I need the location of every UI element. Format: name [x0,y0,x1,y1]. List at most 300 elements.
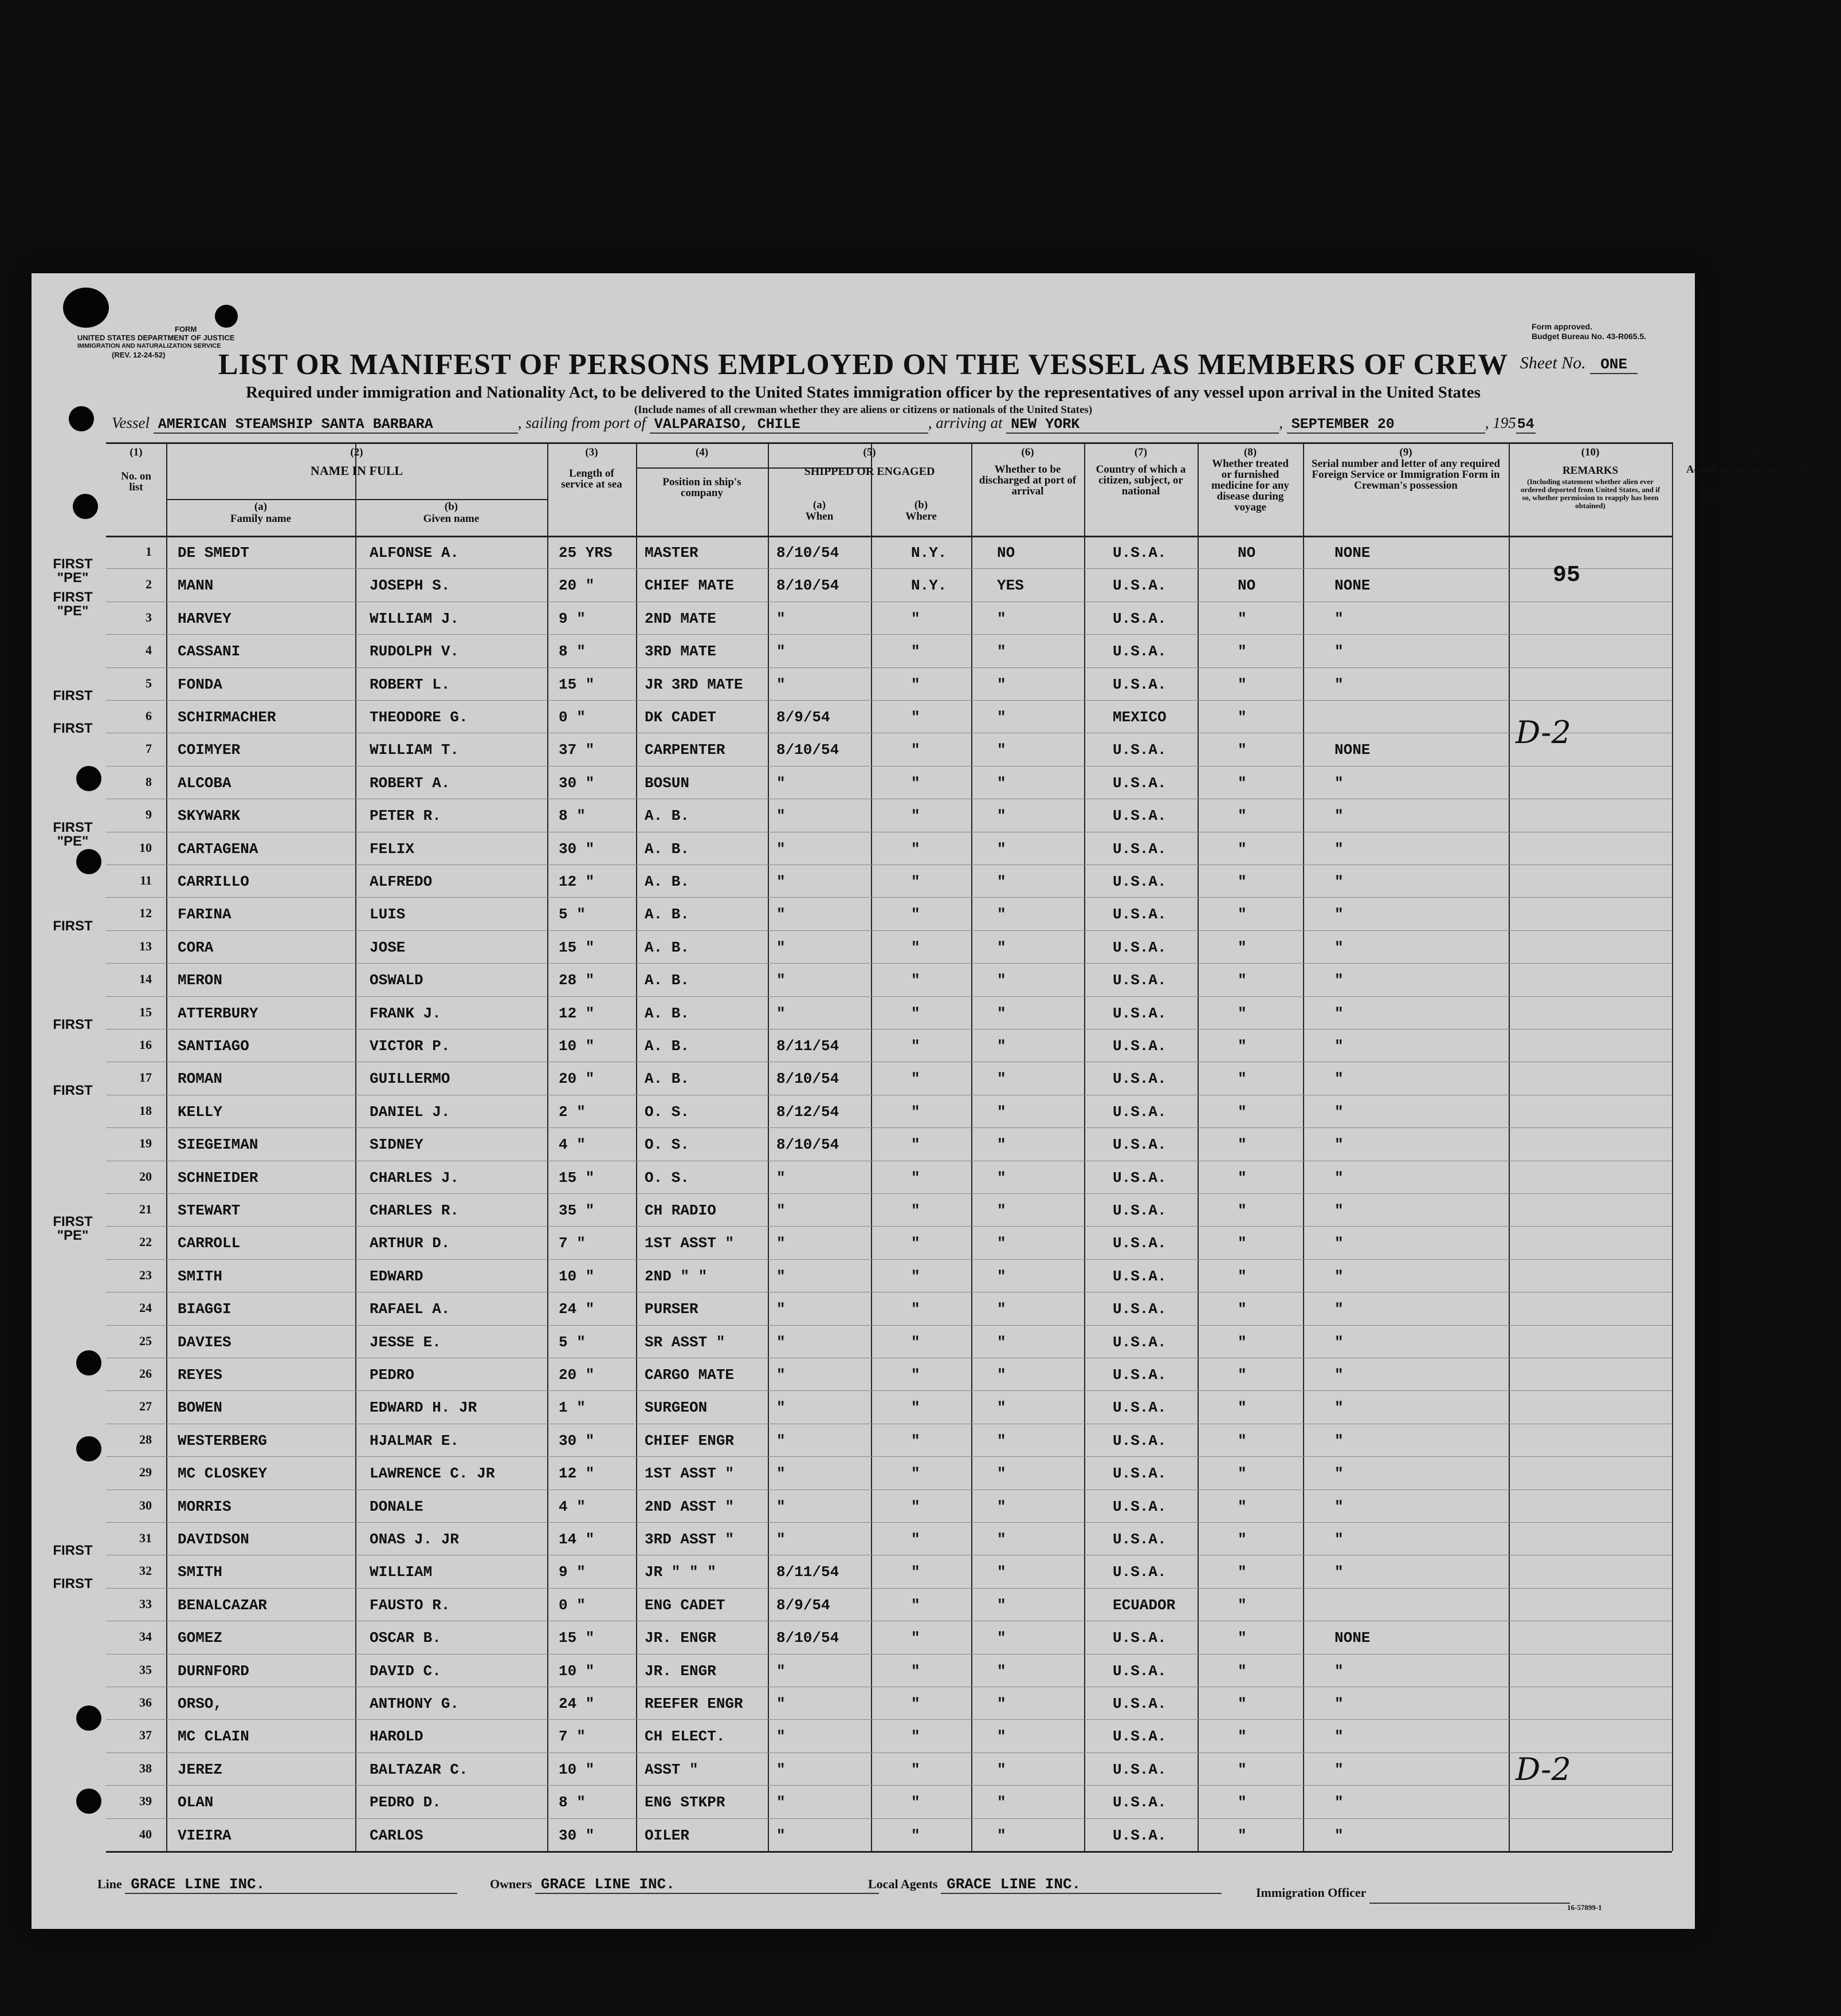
cell-when: 8/10/54 [776,741,839,759]
punch-hole [215,305,238,328]
row-rule [106,700,1672,701]
cell-family: CARRILLO [178,873,249,890]
cell-serial: " [1334,972,1344,989]
cell-given: OSCAR B. [370,1629,441,1647]
row-number: 17 [139,1070,152,1085]
table-rule [166,499,547,500]
cell-discharged: " [997,1267,1006,1285]
cell-position: CARPENTER [645,741,725,759]
cell-family: ALCOBA [178,774,231,792]
cell-where: N.Y. [911,577,947,595]
footer-line [97,1876,457,1894]
cell-country: U.S.A. [1113,1169,1167,1186]
cell-given: LUIS [370,906,406,923]
cell-country: U.S.A. [1113,577,1167,595]
cell-given: HJALMAR E. [370,1432,460,1449]
cell-treated: " [1238,807,1247,825]
cell-discharged: " [997,972,1006,989]
cell-position: REEFER ENGR [645,1695,743,1712]
col1-number: (1) [129,446,143,458]
cell-family: WESTERBERG [178,1432,268,1449]
owners-label: Owners [490,1877,532,1891]
manifest-sheet [32,273,1827,1929]
cell-family: KELLY [178,1103,223,1121]
cell-discharged: " [997,1498,1006,1515]
cell-family: BENALCAZAR [178,1596,268,1614]
punch-hole [63,288,109,328]
cell-when: " [776,1169,786,1186]
cell-given: DONALE [370,1498,423,1515]
table-rule [106,442,1672,444]
row-rule [106,1456,1672,1457]
cell-where: " [911,643,920,661]
cell-country: U.S.A. [1113,1465,1167,1483]
cell-serial: " [1334,1794,1344,1811]
cell-service: 2 " [559,1103,586,1121]
row-number: 3 [146,610,152,624]
cell-position: JR. ENGR [645,1629,716,1647]
cell-discharged: " [997,1728,1006,1746]
row-number: 5 [146,675,152,690]
cell-service: 9 " [559,610,586,627]
cell-serial: " [1334,1695,1344,1712]
cell-given: PETER R. [370,807,441,825]
cell-treated: " [1238,1498,1247,1515]
row-rule [106,1522,1672,1523]
row-rule [106,1752,1672,1753]
col4-header: Position in ship's company [662,476,741,499]
cell-family: CORA [178,938,214,956]
table-rule [547,442,548,1851]
cell-country: U.S.A. [1113,1498,1167,1515]
table-rule [871,442,872,1851]
row-number: 38 [139,1760,152,1775]
cell-where: " [911,906,920,923]
cell-treated: " [1238,1465,1247,1483]
cell-where: " [911,1629,920,1647]
cell-serial: " [1334,1333,1344,1351]
cell-treated: NO [1238,544,1256,561]
col8-number: (8) [1243,446,1257,458]
cell-position: 3RD ASST " [645,1531,735,1548]
cell-discharged: " [997,709,1006,726]
cell-service: 35 " [559,1202,595,1219]
cell-given: PEDRO [370,1366,415,1384]
cell-given: ARTHUR D. [370,1235,450,1252]
cell-country: U.S.A. [1113,1235,1167,1252]
cell-position: MASTER [645,544,698,561]
cell-when: " [776,938,786,956]
cell-when: " [776,1794,786,1811]
page-title: LIST OR MANIFEST OF PERSONS EMPLOYED ON THE VESSEL AS MEMBERS OF CREW [218,348,1509,381]
cell-where: " [911,1070,920,1088]
cell-country: U.S.A. [1113,1103,1167,1121]
row-number: 20 [139,1169,152,1184]
table-rule [166,442,167,1851]
col5b-label: (b) [914,499,928,511]
cell-discharged: " [997,1629,1006,1647]
cell-family: HARVEY [178,610,231,627]
cell-service: 10 " [559,1760,595,1778]
cell-given: WILLIAM [370,1563,433,1581]
cell-country: U.S.A. [1113,1432,1167,1449]
cell-given: THEODORE G. [370,709,468,726]
cell-when: " [776,1826,786,1844]
cell-treated: " [1238,1662,1247,1680]
cell-where: " [911,1202,920,1219]
cell-service: 15 " [559,938,595,956]
table-rule [971,442,972,1851]
margin-note: FIRST [53,1575,93,1591]
cell-when: " [776,1498,786,1515]
cell-service: 10 " [559,1662,595,1680]
cell-country: U.S.A. [1113,544,1167,561]
row-number: 16 [139,1038,152,1052]
cell-family: OLAN [178,1794,214,1811]
cell-family: CASSANI [178,643,241,661]
punch-hole [76,766,101,791]
col2a-header: Family name [230,513,292,525]
cell-discharged: NO [997,544,1015,561]
cell-country: U.S.A. [1113,741,1167,759]
cell-family: COIMYER [178,741,241,759]
cell-discharged: " [997,1563,1006,1581]
row-rule [106,930,1672,931]
punch-hole [76,1789,101,1814]
cell-service: 7 " [559,1235,586,1252]
cell-when: 8/9/54 [776,709,830,726]
cell-where: " [911,1103,920,1121]
cell-position: JR. ENGR [645,1662,716,1680]
cell-serial: " [1334,1760,1344,1778]
cell-service: 8 " [559,807,586,825]
cell-serial: " [1334,1202,1344,1219]
cell-where: " [911,1432,920,1449]
cell-given: WILLIAM J. [370,610,460,627]
cell-country: U.S.A. [1113,807,1167,825]
cell-given: ONAS J. JR [370,1531,460,1548]
cell-discharged: " [997,741,1006,759]
cell-treated: " [1238,1826,1247,1844]
margin-note: FIRST "PE" [53,1214,93,1244]
cell-discharged: " [997,873,1006,890]
row-number: 2 [146,577,152,592]
cell-service: 4 " [559,1498,586,1515]
cell-service: 37 " [559,741,595,759]
cell-serial: " [1334,774,1344,792]
cell-discharged: " [997,1760,1006,1778]
row-number: 23 [139,1267,152,1282]
cell-country: U.S.A. [1113,840,1167,858]
cell-family: MANN [178,577,214,595]
cell-position: 1ST ASST " [645,1465,735,1483]
cell-discharged: " [997,643,1006,661]
cell-treated: " [1238,1267,1247,1285]
approval-line: Budget Bureau No. 43-R065.5. [1532,332,1646,341]
cell-discharged: YES [997,577,1024,595]
cell-when: " [776,1662,786,1680]
cell-service: 20 " [559,1070,595,1088]
cell-when: " [776,643,786,661]
cell-when: " [776,972,786,989]
cell-when: " [776,873,786,890]
cell-given: WILLIAM T. [370,741,460,759]
col2b-label: (b) [444,501,458,513]
sheet-number-value: ONE [1590,356,1638,374]
cell-when: 8/10/54 [776,544,839,561]
row-rule [106,1588,1672,1589]
cell-where: " [911,1498,920,1515]
cell-discharged: " [997,1366,1006,1384]
punch-hole [73,494,98,519]
cell-serial: " [1334,1235,1344,1252]
cell-treated: " [1238,1169,1247,1186]
table-rule [106,1851,1672,1853]
cell-serial: " [1334,1662,1344,1680]
cell-when: " [776,906,786,923]
cell-where: " [911,1531,920,1548]
cell-country: U.S.A. [1113,1300,1167,1318]
cell-discharged: " [997,774,1006,792]
cell-when: " [776,1202,786,1219]
cell-service: 24 " [559,1695,595,1712]
table-rule [1672,442,1673,1851]
cell-discharged: " [997,1235,1006,1252]
cell-country: U.S.A. [1113,1399,1167,1417]
row-number: 33 [139,1596,152,1611]
vessel-name: AMERICAN STEAMSHIP SANTA BARBARA [154,416,518,434]
cell-given: HAROLD [370,1728,423,1746]
cell-country: U.S.A. [1113,1004,1167,1022]
cell-country: MEXICO [1113,709,1167,726]
cell-treated: " [1238,1531,1247,1548]
cell-position: 2ND MATE [645,610,716,627]
cell-position: ASST " [645,1760,698,1778]
cell-service: 9 " [559,1563,586,1581]
table-rule [636,442,637,1851]
cell-treated: " [1238,709,1247,726]
cell-treated: " [1238,1004,1247,1022]
cell-service: 12 " [559,873,595,890]
cell-service: 10 " [559,1038,595,1055]
handwritten-mark-row33: D-2 [1516,1751,1571,1787]
col8-header: Whether treated or furnished medicine for any disease during voyage [1211,458,1289,513]
row-number: 24 [139,1300,152,1315]
cell-treated: " [1238,906,1247,923]
col6-header: Whether to be discharged at port of arrival [979,463,1077,497]
cell-service: 12 " [559,1004,595,1022]
cell-when: " [776,1267,786,1285]
cell-when: 8/12/54 [776,1103,839,1121]
cell-treated: " [1238,1695,1247,1712]
row-number: 13 [139,938,152,953]
col6-number: (6) [1021,446,1034,458]
row-number: 21 [139,1202,152,1216]
cell-given: JESSE E. [370,1333,441,1351]
cell-treated: " [1238,1596,1247,1614]
cell-when: 8/11/54 [776,1563,839,1581]
row-number: 27 [139,1399,152,1414]
cell-treated: " [1238,972,1247,989]
cell-serial: " [1334,1399,1344,1417]
cell-service: 24 " [559,1300,595,1318]
cell-treated: " [1238,1300,1247,1318]
cell-serial: NONE [1334,577,1371,595]
line-value: GRACE LINE INC. [125,1876,457,1894]
cell-service: 0 " [559,1596,586,1614]
cell-where: " [911,938,920,956]
cell-where: " [911,741,920,759]
cell-family: DAVIDSON [178,1531,249,1548]
cell-treated: " [1238,643,1247,661]
cell-service: 30 " [559,1432,595,1449]
cell-where: " [911,1267,920,1285]
cell-country: U.S.A. [1113,1202,1167,1219]
cell-discharged: " [997,1465,1006,1483]
row-rule [106,1390,1672,1391]
row-number: 34 [139,1629,152,1644]
cell-treated: " [1238,840,1247,858]
cell-given: JOSEPH S. [370,577,450,595]
cell-given: VICTOR P. [370,1038,450,1055]
col3-number: (3) [585,446,598,458]
cell-country: U.S.A. [1113,610,1167,627]
row-number: 18 [139,1103,152,1118]
row-rule [106,864,1672,865]
cell-given: ANTHONY G. [370,1695,460,1712]
cell-treated: " [1238,1366,1247,1384]
cell-position: 2ND ASST " [645,1498,735,1515]
cell-discharged: " [997,1432,1006,1449]
cell-serial: NONE [1334,741,1371,759]
cell-given: RAFAEL A. [370,1300,450,1318]
col5a-label: (a) [812,499,826,511]
cell-family: STEWART [178,1202,241,1219]
cell-treated: " [1238,741,1247,759]
cell-position: A. B. [645,938,690,956]
cell-family: REYES [178,1366,223,1384]
cell-position: JR " " " [645,1563,716,1581]
dept-line: (REV. 12-24-52) [112,351,166,359]
vessel-label: Vessel [112,414,150,431]
cell-treated: " [1238,1760,1247,1778]
cell-position: 1ST ASST " [645,1235,735,1252]
cell-serial: " [1334,1432,1344,1449]
cell-family: MC CLOSKEY [178,1465,268,1483]
cell-discharged: " [997,938,1006,956]
cell-serial: " [1334,675,1344,693]
cell-serial: " [1334,1169,1344,1186]
table-rule [1198,442,1199,1851]
cell-discharged: " [997,1695,1006,1712]
cell-given: FAUSTO R. [370,1596,450,1614]
row-number: 19 [139,1136,152,1151]
cell-where: " [911,1004,920,1022]
row-rule [106,1226,1672,1227]
col5a-header: When [805,510,834,522]
cell-where: " [911,1235,920,1252]
cell-where: " [911,1399,920,1417]
arriving-label: , arriving at [928,414,1003,431]
cell-treated: " [1238,1629,1247,1647]
punch-hole [76,1705,101,1731]
punch-hole [76,1436,101,1461]
cell-family: MERON [178,972,223,989]
col10-header: REMARKS [1562,465,1619,477]
cell-given: EDWARD [370,1267,423,1285]
cell-when: " [776,1333,786,1351]
cell-family: ORSO, [178,1695,223,1712]
cell-position: ENG STKPR [645,1794,725,1811]
col2-header: NAME IN FULL [310,463,403,478]
cell-service: 4 " [559,1136,586,1154]
cell-country: U.S.A. [1113,1760,1167,1778]
cell-family: SKYWARK [178,807,241,825]
cell-where: " [911,675,920,693]
cell-position: O. S. [645,1169,690,1186]
cell-when: " [776,610,786,627]
cell-given: CHARLES J. [370,1169,460,1186]
cell-where: " [911,840,920,858]
row-rule [106,1719,1672,1720]
cell-given: PEDRO D. [370,1794,441,1811]
row-number: 12 [139,906,152,921]
cell-serial: " [1334,840,1344,858]
cell-family: SIEGEIMAN [178,1136,258,1154]
cell-where: " [911,709,920,726]
row-rule [106,766,1672,767]
cell-when: " [776,1531,786,1548]
cell-treated: " [1238,1202,1247,1219]
row-number: 1 [146,544,152,559]
agents-value: GRACE LINE INC. [941,1876,1222,1894]
owners-value: GRACE LINE INC. [535,1876,879,1894]
cell-serial: " [1334,1103,1344,1121]
cell-serial: " [1334,938,1344,956]
row-number: 9 [146,807,152,822]
cell-where: " [911,1728,920,1746]
row-number: 11 [140,873,152,887]
col1-header: No. on list [121,470,151,493]
margin-note: FIRST [53,1543,93,1559]
cell-when: " [776,1760,786,1778]
cell-serial: " [1334,1267,1344,1285]
cell-discharged: " [997,1103,1006,1121]
cell-treated: " [1238,1563,1247,1581]
cell-serial: " [1334,1563,1344,1581]
vessel-line: Vessel AMERICAN STEAMSHIP SANTA BARBARA , sailing from port of VALPARAISO, CHILE , arriving at NEW YORK , SEPTEMBER 20 , 19554 [112,414,1534,433]
cell-country: U.S.A. [1113,1366,1167,1384]
footer-owners [490,1876,879,1894]
cell-when: " [776,1728,786,1746]
cell-service: 1 " [559,1399,586,1417]
cell-serial: " [1334,1300,1344,1318]
table-rule [768,442,769,1851]
margin-note: FIRST "PE" [53,589,93,619]
row-number: 31 [139,1531,152,1545]
cell-family: DURNFORD [178,1662,249,1680]
cell-country: U.S.A. [1113,1038,1167,1055]
cell-where: " [911,1169,920,1186]
row-number: 39 [139,1794,152,1809]
cell-family: JEREZ [178,1760,223,1778]
cell-treated: " [1238,1038,1247,1055]
col5-header: SHIPPED OR ENGAGED [804,465,935,478]
cell-family: BIAGGI [178,1300,231,1318]
row-rule [106,667,1672,668]
cell-serial: " [1334,807,1344,825]
cell-when: " [776,774,786,792]
